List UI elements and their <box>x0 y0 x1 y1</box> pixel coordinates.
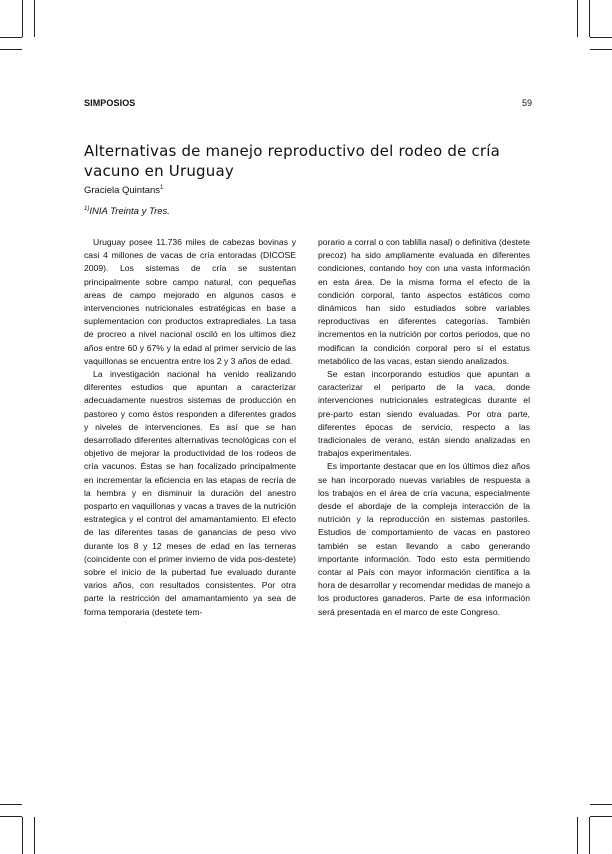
crop-mark <box>0 816 22 817</box>
body-paragraph: Se estan incorporando estudios que apuntan a caracterizar el periparto de la vaca, donde intervenciones nutricionales estrategicas durante el pre-parto estan siendo evaluadas. Por otra parte, diferentes épocas de servicio, respecto a las tradicionales de verano, están siendo analizadas en trabajos experimentales. <box>318 369 530 459</box>
crop-mark <box>0 49 22 50</box>
author-line <box>84 185 163 196</box>
body-paragraph: Es importante destacar que en los últimos diez años se han incorporado nuevas variables de respuesta a los trabajos en el área de cría vacuna, especialmente desde el abordaje de la compleja interacción de la nutrición y la reproducción en sistemas pastoriles. Estudios de comportamiento de vacas en pastoreo también se estan llevando a cabo generando importante información. Todo esto esta permitiendo contar al País con mayor información científica a la hora de desarrollar y recomendar medidas de manejo a los productores ganaderos. Parte de esa información será presentada en el marco de este Congreso. <box>318 461 530 617</box>
body-paragraph: La investigación nacional ha venido realizando diferentes estudios que apuntan a caracterizar adecuadamente nuestros sistemas de producción en pastoreo y como éstos responden a diferentes grados y niveles de intervenciones. Es así que se han desarrollado diferentes alternativas tecnológicas con el objetivo de mejorar la productividad de los rodeos de cría vacunos. Éstas se han focalizado principalmente en incrementar la eficiencia en las etapas de recría de la hembra y en disminuir la duración del anestro posparto en vaquillonas y vacas a traves de la nutrición estrategica y el control del amamantamiento. El efecto de las diferentes tasas de ganancias de peso vivo durante los 8 y 12 meses de edad en las terneras (coincidente con el primer invierno de vida pos-destete) sobre el inicio de la pubertad fue evaluado durante varios años, con resultados consistentes. Por otra parte la restricción del amamantamiento ya sea de forma temporaria (destete tem- <box>84 369 296 617</box>
body-paragraph: Uruguay posee 11.736 miles de cabezas bovinas y casi 4 millones de vacas de cría entoradas (DICOSE 2009). Los sistemas de cría se sustentan principalmente sobre campo natural, con pequeñas areas de campo mejorado en algunos casos e intervenciones nutricionales estratégicas en base a suplementacion con productos extraprediales. La tasa de procreo a nivel nacional osciló en los ultimos diez años entre 60 y 67% y la edad al primer servicio de las vaquillonas se encuentra entre los 2 y 3 años de edad. <box>84 237 296 366</box>
crop-mark <box>590 37 612 38</box>
crop-mark <box>0 804 22 805</box>
crop-mark <box>0 37 22 38</box>
text-column-right <box>318 236 530 619</box>
crop-mark <box>589 0 590 37</box>
author-name: Graciela Quintans <box>84 185 161 196</box>
body-paragraph: porario a corral o con tablilla nasal) o definitiva (destete precoz) ha sido ampliamente evaluada en diferentes condiciones, contando hoy con una vasta información en esta área. De la misma forma el efecto de la condición corporal, tanto aspectos estáticos como dinámicos han sido estudiados sobre variables reproductivas en diferentes categorías. También incrementos en la nutrición por cortos periodos, que no modifican la condición corporal pero sí el estatus metabólico de las vacas, estan siendo analizados. <box>318 237 530 366</box>
affiliation-line <box>84 206 170 217</box>
author-footnote-mark: 1 <box>160 185 164 191</box>
crop-mark <box>590 49 612 50</box>
running-header-section: SIMPOSIOS <box>84 98 136 108</box>
text-column-left <box>84 236 296 619</box>
crop-mark <box>590 804 612 805</box>
crop-mark <box>577 0 578 37</box>
crop-mark <box>22 817 23 854</box>
crop-mark <box>577 817 578 854</box>
crop-mark <box>34 0 35 37</box>
crop-mark <box>22 0 23 37</box>
crop-mark <box>589 817 590 854</box>
page-number: 59 <box>521 98 532 108</box>
crop-mark <box>590 816 612 817</box>
crop-mark <box>34 817 35 854</box>
article-title: Alternativas de manejo reproductivo del rodeo de cría vacuno en Uruguay <box>84 142 501 180</box>
affiliation-footnote-mark: 1) <box>84 206 90 212</box>
affiliation: INIA Treinta y Tres. <box>89 206 170 217</box>
